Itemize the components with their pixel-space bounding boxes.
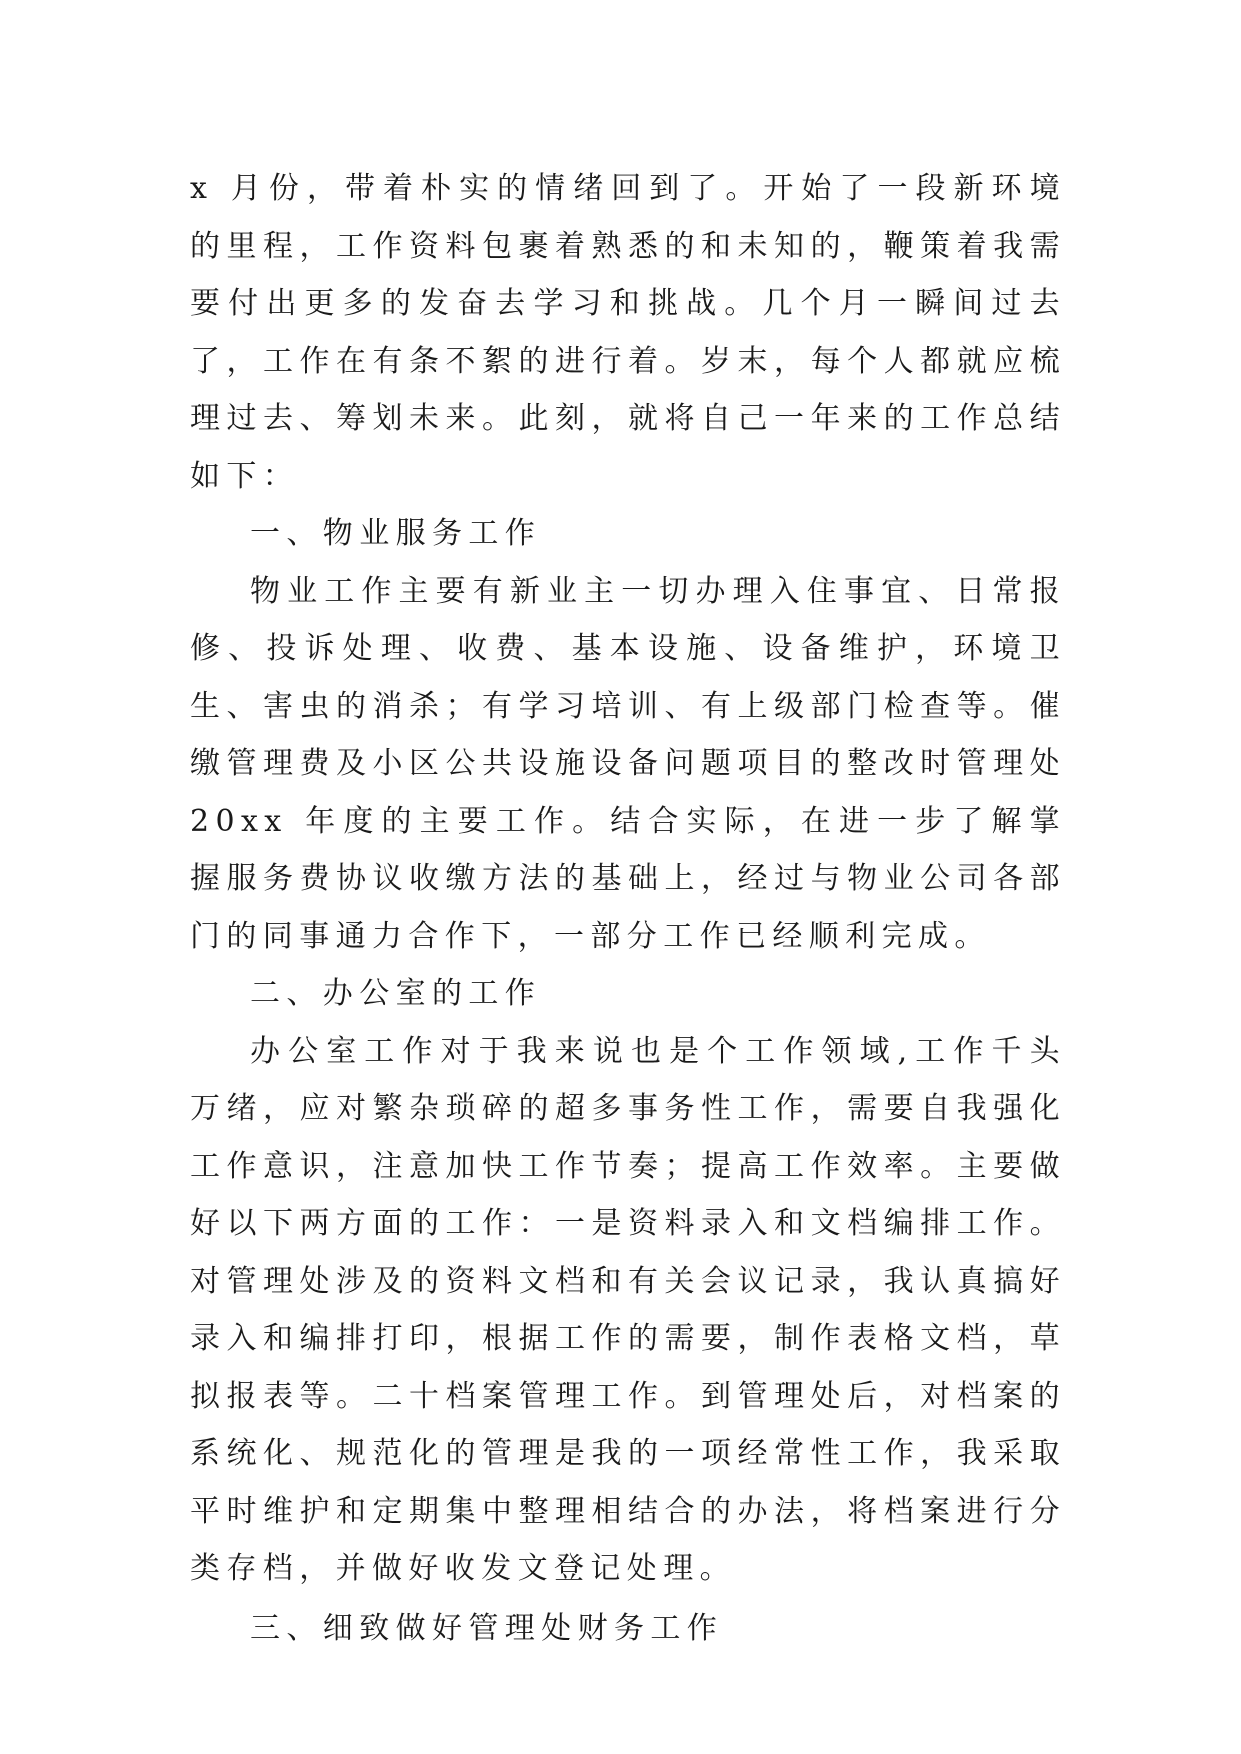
section-heading-finance-work: 三、细致做好管理处财务工作	[250, 1610, 724, 1646]
office-work-paragraph: 办公室工作对于我来说也是个工作领域,工作千头万绪，应对繁杂琐碎的超多事务性工作，需要自我强化工作意识，注意加快工作节奏；提高工作效率。主要做好以下两方面的工作：一是资料录入和文档编排工作。对管理处涉及的资料文档和有关会议记录，我认真搞好录入和编排打印，根据工作的需要，制作表格文档，草拟报表等。二十档案管理工作。到管理处后，对档案的系统化、规范化的管理是我的一项经常性工作，我采取平时维护和定期集中整理相结合的办法，将档案进行分类存档，并做好收发文登记处理。	[190, 1033, 1066, 1586]
intro-paragraph: x 月份，带着朴实的情绪回到了。开始了一段新环境的里程，工作资料包裹着熟悉的和未知的，鞭策着我需要付出更多的发奋去学习和挑战。几个月一瞬间过去了，工作在有条不絮的进行着。岁末，每个人都就应梳理过去、筹划未来。此刻，就将自己一年来的工作总结如下：	[190, 171, 1066, 494]
document-body	[190, 160, 1066, 1657]
property-service-paragraph: 物业工作主要有新业主一切办理入住事宜、日常报修、投诉处理、收费、基本设施、设备维护，环境卫生、害虫的消杀；有学习培训、有上级部门检查等。催缴管理费及小区公共设施设备问题项目的整改时管理处 20xx 年度的主要工作。结合实际，在进一步了解掌握服务费协议收缴方法的基础上，经过与物业公司各部门的同事通力合作下，一部分工作已经顺利完成。	[190, 573, 1066, 954]
section-heading-office-work: 二、办公室的工作	[250, 976, 542, 1011]
section-heading-property-service: 一、物业服务工作	[250, 516, 542, 551]
